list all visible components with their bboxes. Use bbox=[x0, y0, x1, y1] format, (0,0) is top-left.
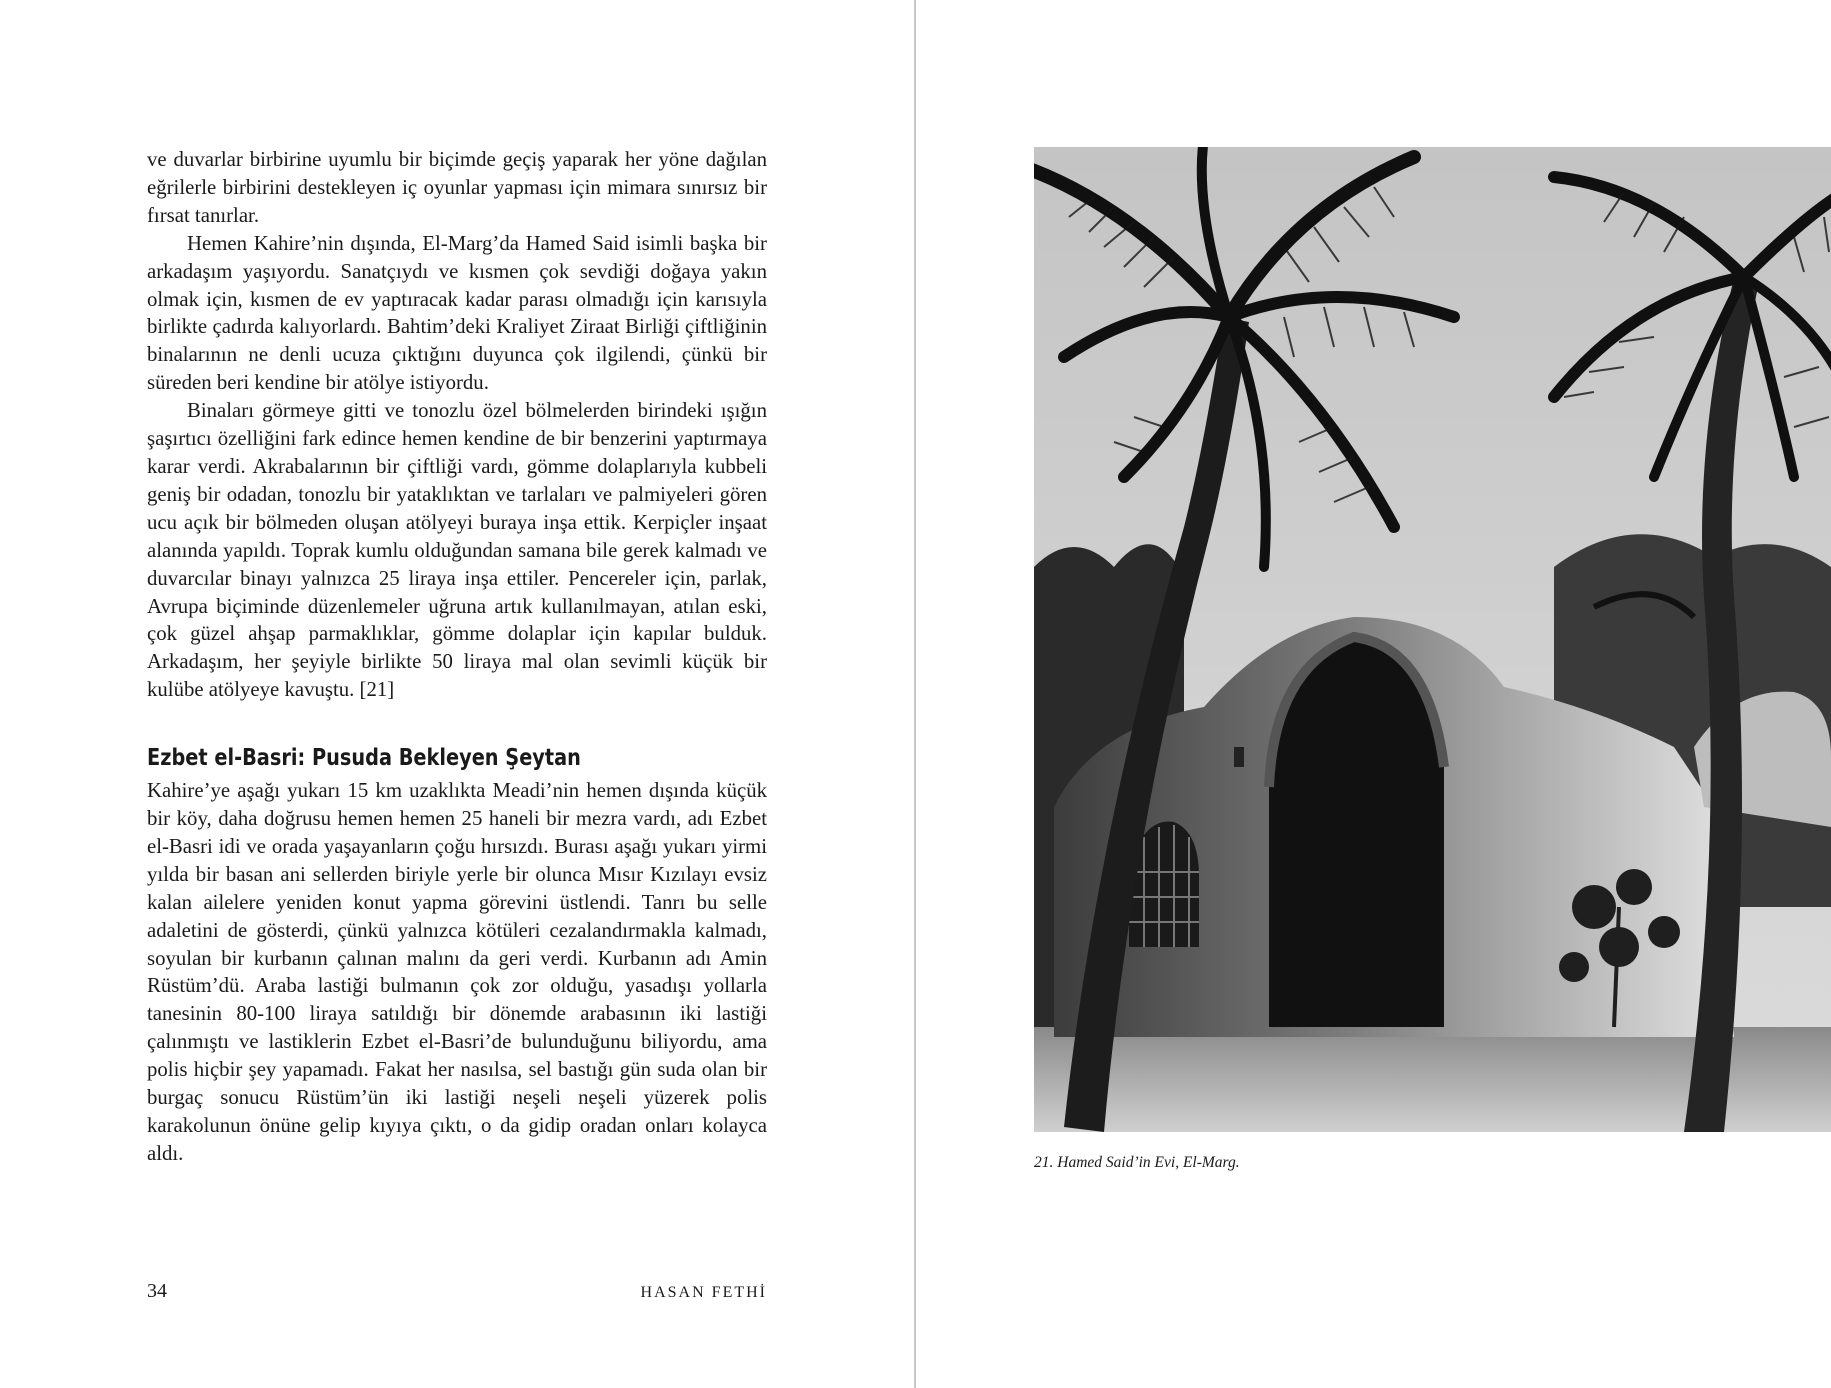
left-page bbox=[147, 146, 767, 1168]
photo-caption: 21. Hamed Said’in Evi, El-Marg. bbox=[1034, 1154, 1240, 1171]
paragraph-hamed-said: Hemen Kahire’nin dışında, El-Marg’da Hamed Said isimli başka bir arkadaşım yaşıyordu. Sanatçıydı ve kısmen çok sevdiği doğaya yakın olmak için, kısmen de ev yaptıracak kadar parası olmadığı için karısıyla birlikte çadırda kalıyorlardı. Bahtim’deki Kraliyet Ziraat Birliği çiftliğinin binalarının ne denli ucuza çıktığını duyunca çok ilgilendi, çünkü bir süreden beri kendine bir atölye istiyordu. bbox=[147, 231, 767, 395]
page-footer bbox=[147, 1280, 767, 1303]
page-gutter bbox=[914, 0, 916, 1388]
running-head: HASAN FETHİ bbox=[640, 1284, 767, 1301]
page-number: 34 bbox=[147, 1280, 167, 1302]
photo-hamed-said-house bbox=[1034, 147, 1831, 1132]
photo-illustration bbox=[1034, 147, 1831, 1132]
paragraph-atelier: Binaları görmeye gitti ve tonozlu özel bölmelerden birindeki ışığın şaşırtıcı özelliğini fark edince hemen kendine de bir benzerini yaptırmaya karar verdi. Akrabalarının bir çiftliği vardı, gömme dolaplarıyla kubbeli geniş bir odadan, tonozlu bir yataklıktan ve tarlaları ve palmiyeleri gören ucu açık bir bölmeden oluşan atölyeyi buraya inşa ettik. Kerpiçler inşaat alanında yapıldı. Toprak kumlu olduğundan samana bile gerek kalmadı ve duvarcılar binayı yalnızca 25 liraya inşa ettiler. Pencereler için, parlak, Avrupa biçiminde düzenlemeler uğruna artık kullanılmayan, atılan eski, çok güzel ahşap parmaklıklar, gömme dolaplar için kapılar bulduk. Arkadaşım, her şeyiyle birlikte 50 liraya mal olan sevimli küçük bir kulübe atölyeye kavuştu. [21] bbox=[147, 399, 767, 702]
paragraph-ezbet-el-basri: Kahire’ye aşağı yukarı 15 km uzaklıkta Meadi’nin hemen dışında küçük bir köy, daha doğrusu hemen hemen 25 haneli bir mezra vardı, adı Ezbet el-Basri idi ve orada yaşayanların çoğu hırsızdı. Burası aşağı yukarı yirmi yılda bir basan ani sellerden biriyle yerle bir olunca Mısır Kızılayı evsiz kalan ailelere yeniden konut yapma görevini üstlendi. Tanrı bu selle adaletini de gösterdi, çünkü yalnızca kötüleri cezalandırmakla kalmadı, soyulan bir kurbanın çalınan malını da geri verdi. Kurbanın adı Amin Rüstüm’dü. Araba lastiği bulmanın çok zor olduğu, yasadışı yollarla tanesinin 80-100 liraya satıldığı bir dönemde arabasının iki lastiği çalınmıştı ve lastiklerin Ezbet el-Basri’de bulunduğunu biliyordu, ama polis hiçbir şey yapamadı. Fakat her nasılsa, sel bastığı gün suda olan bir burgaç sonucu Rüstüm’ün iki lastiği neşeli neşeli yüzerek polis karakolunun önüne gelip kıyıya çıktı, o da gidip oradan onları kolayca aldı. bbox=[147, 779, 767, 1165]
section-heading: Ezbet el-Basri: Pusuda Bekleyen Şeytan bbox=[147, 745, 581, 772]
paragraph-continued: ve duvarlar birbirine uyumlu bir biçimde geçiş yaparak her yöne dağılan eğrilerle birbirini destekleyen iç oyunlar yapması için mimara sınırsız bir fırsat tanırlar. bbox=[147, 148, 767, 227]
